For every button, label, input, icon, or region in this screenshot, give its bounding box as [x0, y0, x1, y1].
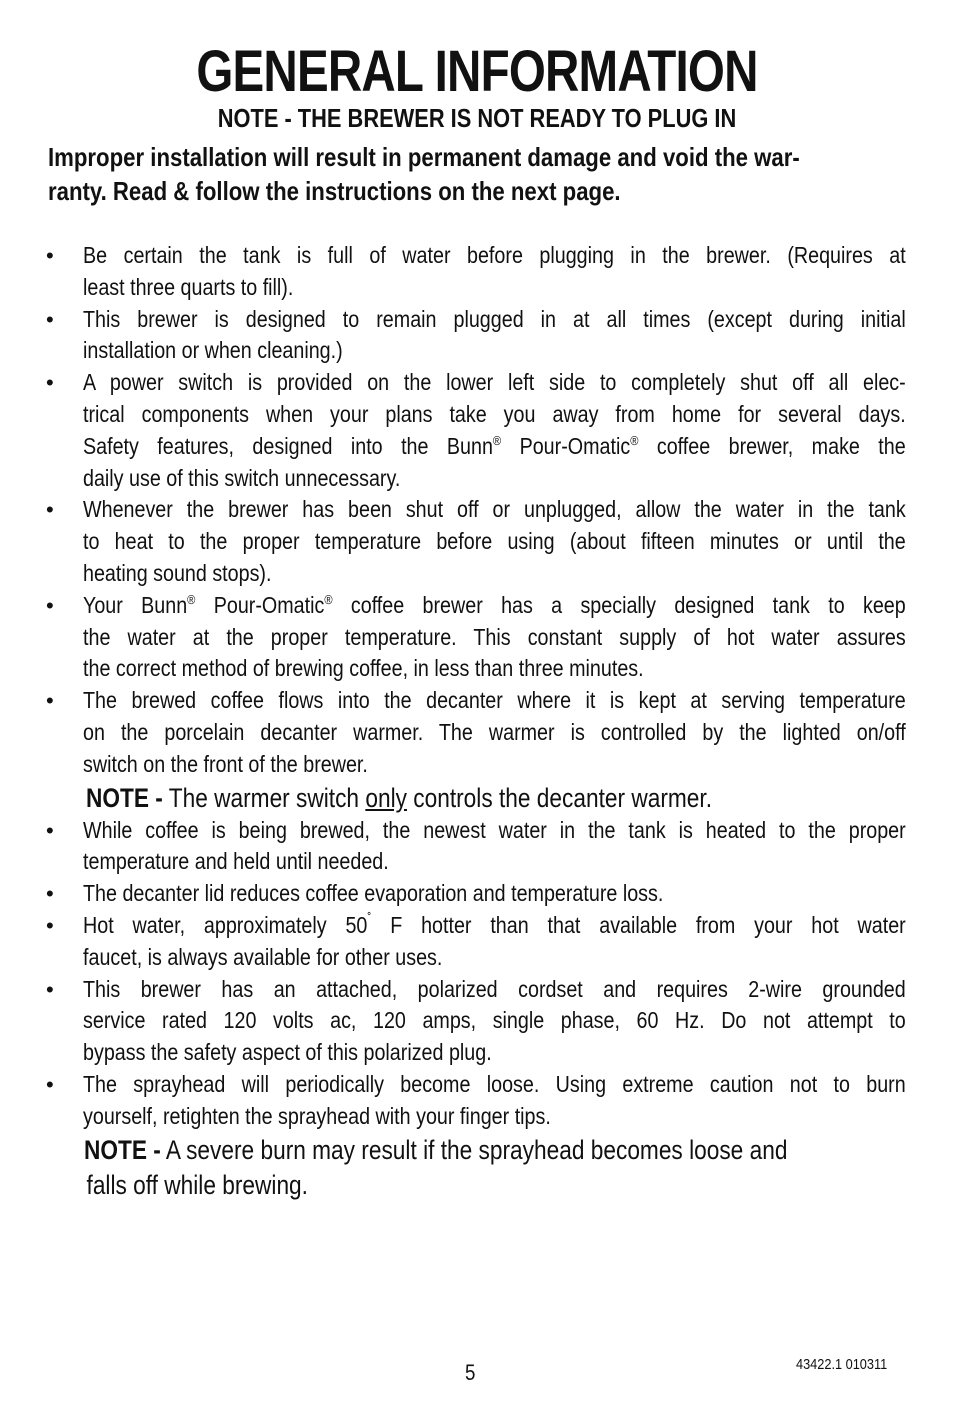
list-item	[0, 240, 954, 304]
list-item	[0, 367, 954, 494]
text-line: bypass the safety aspect of this polarized plug.	[83, 1039, 492, 1066]
note-emphasis: only	[365, 782, 407, 813]
text-line: This brewer is designed to remain plugged in at all times (except during initial	[83, 305, 906, 332]
bullet-marker: •	[46, 817, 54, 843]
page-title: GENERAL INFORMATION	[196, 39, 758, 104]
page-number: 5	[465, 1360, 476, 1385]
text-line: least three quarts to fill).	[83, 273, 294, 300]
registered-mark: ®	[187, 591, 196, 607]
registered-mark: ®	[492, 432, 502, 448]
bullet-marker: •	[46, 370, 54, 396]
note-text: The warmer switch	[162, 782, 366, 813]
text-line: on the porcelain decanter warmer. The warmer is controlled by the lighted on/off	[83, 718, 906, 745]
text-fragment: F hotter than that available from your hot water	[371, 911, 906, 938]
list-item	[0, 494, 954, 589]
warning-line: Improper installation will result in permanent damage and void the war-	[48, 142, 800, 172]
text-line: switch on the front of the brewer.	[83, 750, 368, 777]
installation-warning	[48, 140, 908, 208]
text-line	[83, 590, 906, 622]
list-item-text	[83, 910, 906, 974]
note-line	[84, 1133, 890, 1168]
list-item	[0, 304, 954, 368]
text-fragment: Pour-Omatic	[501, 432, 631, 459]
text-line: service rated 120 volts ac, 120 amps, single phase, 60 Hz. Do not attempt to	[83, 1007, 906, 1034]
text-fragment: coffee brewer has a specially designed tank to keep	[332, 591, 906, 618]
bullet-marker: •	[46, 1071, 54, 1097]
document-code: 43422.1 010311	[796, 1356, 888, 1373]
bullet-marker: •	[46, 688, 54, 714]
list-item-text	[83, 240, 906, 304]
text-line: The decanter lid reduces coffee evaporation and temperature loss.	[83, 880, 664, 907]
list-item	[0, 815, 954, 879]
list-item	[0, 878, 954, 910]
list-item-text	[83, 815, 906, 879]
list-item	[0, 590, 954, 685]
warmer-note	[0, 781, 954, 815]
bullet-marker: •	[46, 497, 54, 523]
text-line: yourself, retighten the sprayhead with your finger tips.	[83, 1102, 551, 1129]
bullet-marker: •	[46, 592, 54, 618]
note-line: falls off while brewing.	[86, 1169, 308, 1200]
note-label: NOTE -	[86, 782, 163, 813]
text-fragment: Hot water, approximately 50	[83, 911, 368, 938]
warning-line: ranty. Read & follow the instructions on the next page.	[48, 176, 621, 206]
text-line: the water at the proper temperature. This constant supply of hot water assures	[83, 623, 906, 650]
list-item-text	[83, 590, 906, 685]
note-text: controls the decanter warmer.	[406, 782, 713, 813]
bullet-marker: •	[46, 306, 54, 332]
list-item-text	[83, 304, 906, 368]
burn-note	[0, 1133, 954, 1203]
text-fragment: Your Bunn	[83, 591, 188, 618]
text-line: Be certain the tank is full of water before plugging in the brewer. (Requires at	[83, 242, 906, 268]
list-item-text	[83, 367, 906, 494]
bullet-marker: •	[46, 881, 54, 907]
list-item	[0, 685, 954, 780]
degree-mark: ˚	[367, 909, 372, 926]
registered-mark: ®	[324, 591, 333, 607]
information-list	[0, 240, 954, 1203]
list-item-text	[83, 685, 906, 780]
registered-mark: ®	[630, 432, 639, 448]
list-item	[0, 974, 954, 1069]
note-text: A severe burn may result if the sprayhead becomes loose and	[160, 1134, 788, 1165]
text-fragment: Pour-Omatic	[195, 591, 325, 618]
text-line: to heat to the proper temperature before using (about fifteen minutes or until the	[83, 528, 906, 555]
text-line: trical components when your plans take you away from home for several days.	[83, 400, 906, 427]
text-fragment: coffee brewer, make the	[638, 432, 906, 459]
text-line	[83, 431, 906, 463]
text-line: heating sound stops).	[83, 559, 272, 586]
list-item-text	[83, 878, 906, 910]
note-label: NOTE -	[84, 1134, 161, 1165]
text-line: faucet, is always available for other uses.	[83, 943, 443, 970]
text-line: A power switch is provided on the lower left side to completely shut off all elec-	[83, 369, 906, 396]
list-item-text	[83, 1069, 906, 1133]
text-line: This brewer has an attached, polarized cordset and requires 2-wire grounded	[83, 975, 906, 1002]
text-line: The brewed coffee flows into the decanter where it is kept at serving temperature	[83, 687, 906, 714]
list-item	[0, 1069, 954, 1133]
text-line: temperature and held until needed.	[83, 848, 389, 875]
bullet-marker: •	[46, 976, 54, 1002]
text-line: The sprayhead will periodically become loose. Using extreme caution not to burn	[83, 1070, 906, 1097]
list-item	[0, 910, 954, 974]
plug-in-note-heading: NOTE - THE BREWER IS NOT READY TO PLUG IN	[217, 103, 737, 133]
text-line	[83, 910, 906, 942]
text-line: installation or when cleaning.)	[83, 337, 343, 364]
text-line: Whenever the brewer has been shut off or unplugged, allow the water in the tank	[83, 496, 906, 523]
text-line: daily use of this switch unnecessary.	[83, 464, 401, 491]
text-line: While coffee is being brewed, the newest water in the tank is heated to the proper	[83, 816, 906, 843]
bullet-marker: •	[46, 912, 54, 938]
bullet-marker: •	[46, 243, 54, 268]
text-line: the correct method of brewing coffee, in less than three minutes.	[83, 655, 644, 682]
list-item-text	[83, 974, 906, 1069]
text-fragment: Safety features, designed into the Bunn	[83, 432, 493, 459]
list-item-text	[83, 494, 906, 589]
